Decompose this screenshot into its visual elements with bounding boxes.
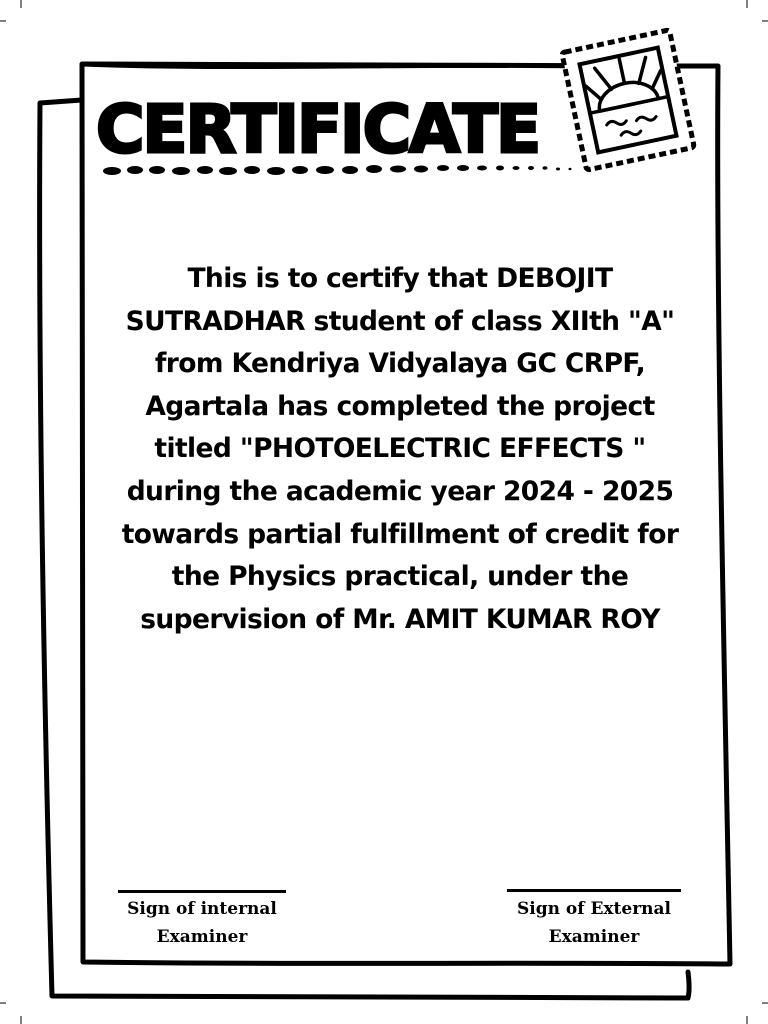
- external-signature-label-line2: Examiner: [548, 927, 640, 947]
- internal-examiner-signature: [100, 895, 304, 951]
- external-signature-line: [507, 889, 681, 892]
- certificate-title: CERTIFICATE: [96, 91, 540, 168]
- certificate-body-text: This is to certify that DEBOJIT SUTRADHAR student of class XIIth "A" from Kendriya Vidyalaya GC CRPF, Agartala has completed the project titled "PHOTOELECTRIC EFFECTS " during the academic year 2024 - 2025 towards partial fulfillment of credit for the Physics practical, under the supervision of Mr. AMIT KUMAR ROY: [121, 263, 679, 635]
- external-examiner-signature: [490, 895, 698, 951]
- postage-stamp-sun-icon: [562, 30, 695, 170]
- internal-signature-line: [118, 890, 286, 893]
- external-signature-label-line1: Sign of External: [516, 899, 672, 919]
- internal-signature-label-line1: Sign of internal: [127, 899, 277, 919]
- internal-signature-label-line2: Examiner: [156, 927, 248, 947]
